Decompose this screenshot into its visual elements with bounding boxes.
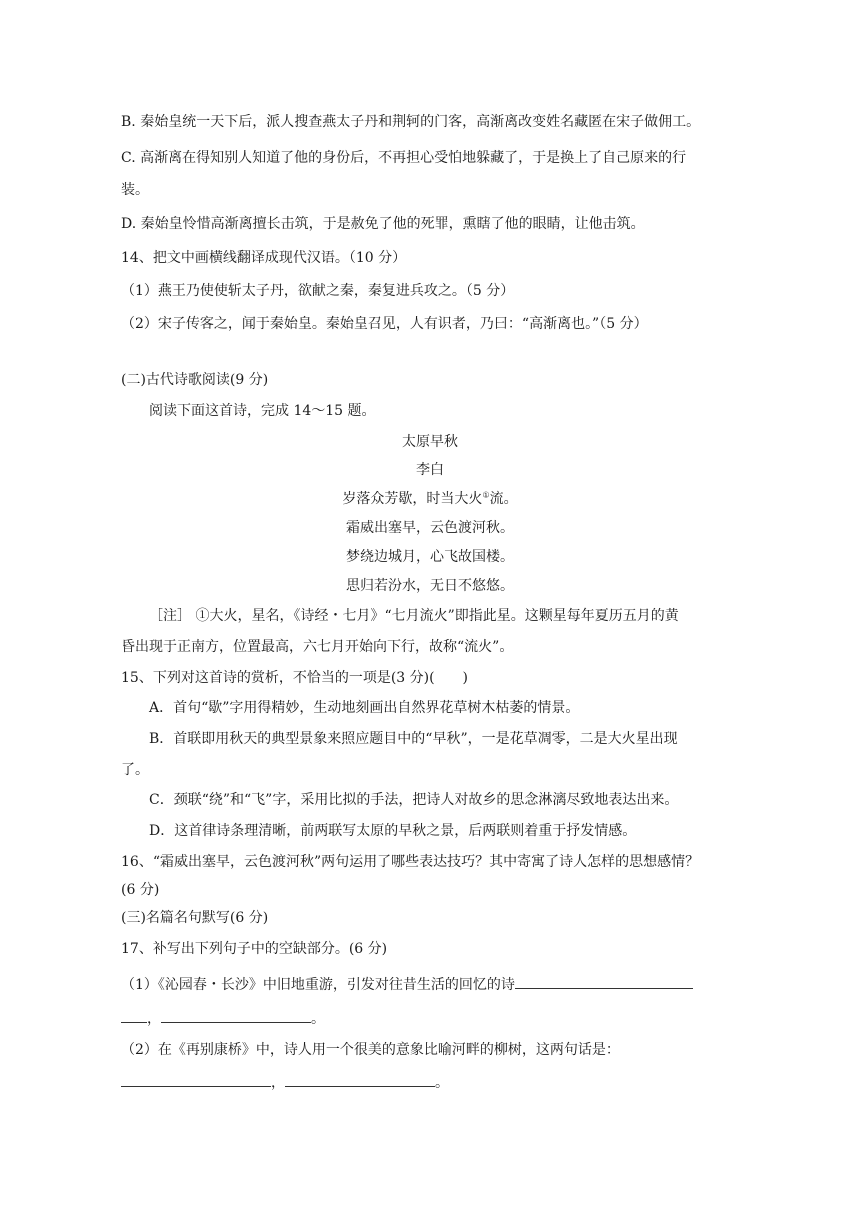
poem-line-2: 霜威出塞早，云色渡河秋。	[346, 520, 514, 536]
q14-sentence-1: （1）燕王乃使使斩太子丹，欲献之秦，秦复进兵攻之。（5 分）	[121, 283, 515, 299]
q15-option-c: C．颈联“绕”和“飞”字，采用比拟的手法，把诗人对故乡的思念淋漓尽致地表达出来。	[149, 792, 679, 808]
answer-blank[interactable]	[515, 974, 693, 989]
q15-option-b-line1: B．首联即用秋天的典型景象来照应题目中的“早秋”，一是花草凋零，二是大火星出现	[149, 731, 678, 747]
q13-option-c-line2: 装。	[121, 182, 149, 198]
poem-intro: 阅读下面这首诗，完成 14～15 题。	[149, 403, 376, 419]
period: 。	[435, 1075, 449, 1091]
q15-option-a: A．首句“歇”字用得精妙，生动地刻画出自然界花草树木枯萎的情景。	[149, 700, 580, 716]
period: 。	[311, 1011, 325, 1027]
poem-note-line1: ［注］ ①大火，星名，《诗经・七月》“七月流火”即指此星。这颗星每年夏历五月的黄	[149, 608, 679, 624]
q14-stem: 14、把文中画横线翻译成现代汉语。（10 分）	[121, 250, 407, 266]
section-3-heading: (三)名篇名句默写(6 分)	[121, 910, 269, 926]
poem-line-4: 思归若汾水，无日不悠悠。	[346, 578, 514, 594]
q17-stem: 17、补写出下列句子中的空缺部分。(6 分)	[121, 941, 388, 957]
q17-item-1	[121, 974, 693, 995]
q15-option-d: D．这首律诗条理清晰，前两联写太原的早秋之景，后两联则着重于抒发情感。	[149, 823, 637, 839]
poem-line-1-text: 岁落众芳歇，时当大火	[342, 491, 483, 507]
q15-stem: 15、下列对这首诗的赏析，不恰当的一项是(3 分)( )	[121, 670, 469, 686]
q14-sentence-2: （2）宋子传客之，闻于秦始皇。秦始皇召见，人有识者，乃曰：“高渐离也。”（5 分）	[121, 316, 648, 332]
poem-author: 李白	[416, 462, 444, 478]
q16-line2: (6 分)	[121, 882, 160, 898]
q16-line1: 16、“霜威出塞早，云色渡河秋”两句运用了哪些表达技巧？其中寄寓了诗人怎样的思想感情？	[121, 854, 700, 870]
answer-blank[interactable]	[121, 1072, 271, 1087]
answer-blank[interactable]	[161, 1008, 311, 1023]
footnote-marker: ①	[482, 490, 490, 500]
q13-option-d: D. 秦始皇怜惜高渐离擅长击筑，于是赦免了他的死罪，熏瞎了他的眼睛，让他击筑。	[121, 216, 645, 232]
answer-blank[interactable]	[121, 1008, 147, 1023]
comma: ，	[147, 1011, 161, 1027]
poem-line-3: 梦绕边城月，心飞故国楼。	[346, 549, 514, 565]
section-2-heading: (二)古代诗歌阅读(9 分)	[121, 372, 269, 388]
comma: ，	[271, 1075, 285, 1091]
poem-line-1	[0, 489, 860, 509]
q13-option-b: B. 秦始皇统一天下后，派人搜查燕太子丹和荆轲的门客，高渐离改变姓名藏匿在宋子做佣工。	[121, 114, 701, 130]
q13-option-c-line1: C. 高渐离在得知别人知道了他的身份后，不再担心受怕地躲藏了，于是换上了自己原来的行	[121, 150, 687, 166]
poem-line-1-end: 流。	[489, 491, 518, 507]
q15-option-b-line2: 了。	[121, 762, 149, 778]
q17-item-1-cont	[121, 1008, 325, 1029]
q17-item-2: （2）在《再别康桥》中，诗人用一个很美的意象比喻河畔的柳树，这两句话是：	[121, 1042, 620, 1058]
answer-blank[interactable]	[285, 1072, 435, 1087]
poem-title: 太原早秋	[402, 434, 458, 450]
poem-note-line2: 昏出现于正南方，位置最高，六七月开始向下行，故称“流火”。	[121, 639, 514, 655]
q17-item-1-text: （1）《沁园春・长沙》中旧地重游，引发对往昔生活的回忆的诗	[121, 977, 515, 993]
q17-item-2-blanks	[121, 1072, 449, 1093]
